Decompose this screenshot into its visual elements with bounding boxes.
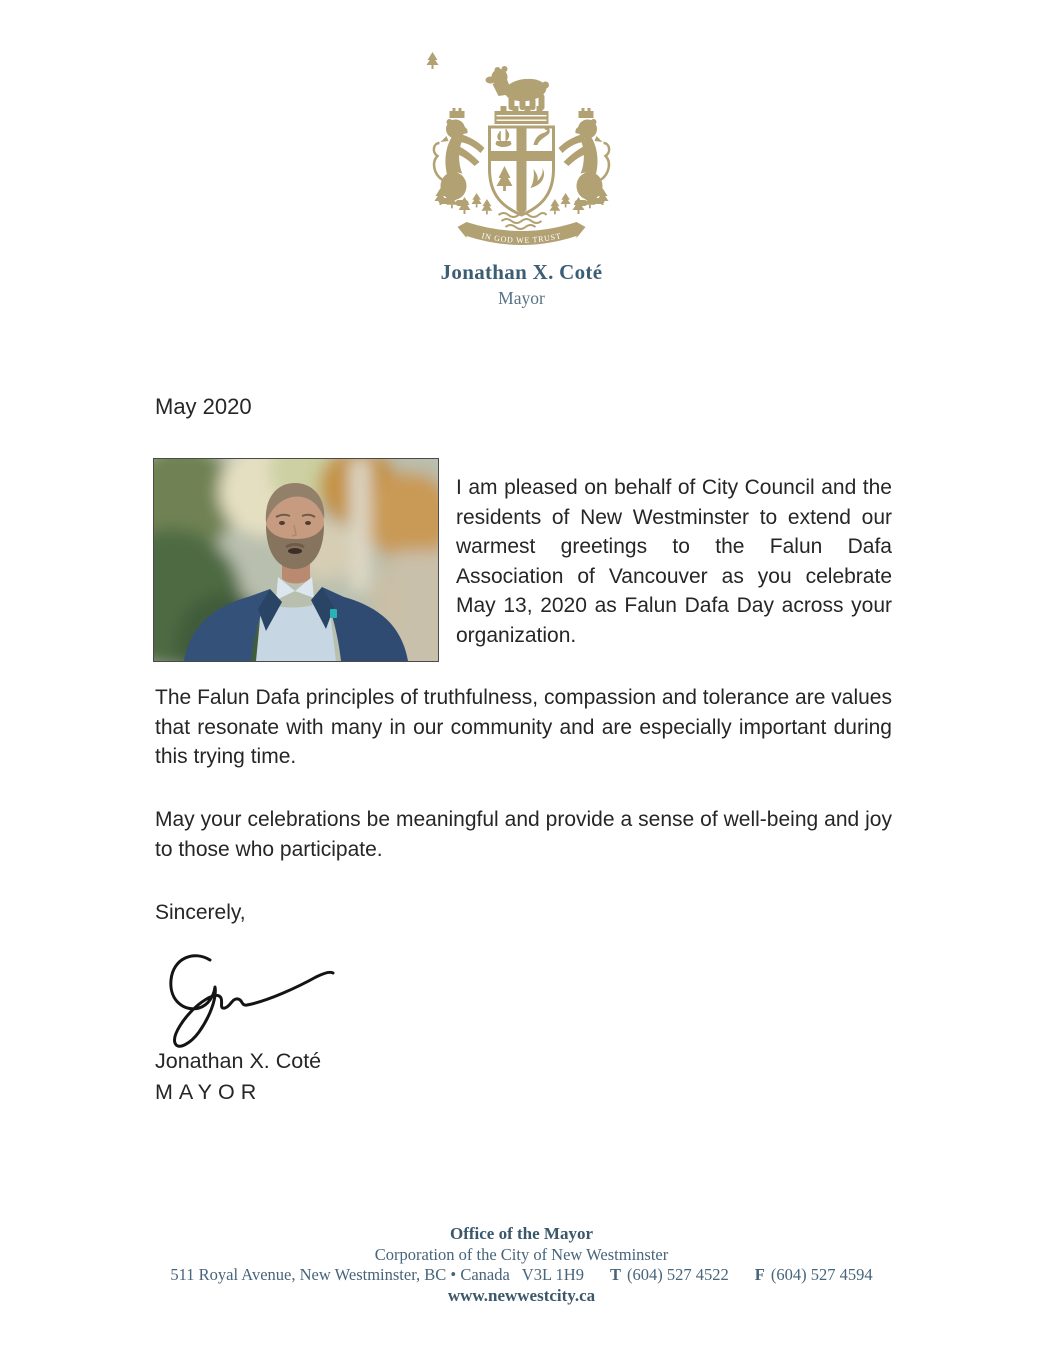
crest-motto: IN GOD WE TRUST (480, 231, 563, 245)
footer-fax: (604) 527 4594 (770, 1265, 873, 1284)
footer-phone: (604) 527 4522 (627, 1265, 729, 1284)
footer-fax-label: F (754, 1265, 765, 1284)
mayor-photo (153, 458, 439, 662)
bear-crest (486, 66, 550, 110)
letterhead-mayor-name: Jonathan X. Coté (440, 260, 603, 284)
letterhead-mayor-title: Mayor (498, 288, 545, 308)
footer-corporation: Corporation of the City of New Westminster (374, 1244, 669, 1264)
footer-office: Office of the Mayor (449, 1224, 594, 1243)
signature-block (155, 1046, 321, 1108)
shield (490, 126, 554, 215)
city-coat-of-arms-icon (424, 52, 619, 252)
motto-ribbon (458, 222, 586, 245)
footer-website: www.newwestcity.ca (447, 1285, 596, 1305)
letter-closing: Sincerely, (155, 901, 246, 924)
letter-paragraph-2: The Falun Dafa principles of truthfulness, compassion and tolerance are values that resonate with many in our community and are especially important during this trying time. (155, 686, 892, 768)
evergreen-tree (427, 52, 439, 69)
letter-paragraph-1: I am pleased on behalf of City Council and the residents of New Westminster to extend our warmest greetings to the Falun Dafa Association of Vancouver as you celebrate May 13, 2020 as Falun Dafa Day across your organization. (456, 476, 892, 647)
footer-contact-line (0, 1265, 1043, 1286)
letter-footer (0, 1224, 1043, 1306)
footer-postal-code: V3L 1H9 (521, 1265, 584, 1284)
signatory-title: MAYOR (155, 1080, 263, 1104)
letterhead (0, 52, 1043, 309)
letter-paragraph-3: May your celebrations be meaningful and provide a sense of well-being and joy to those who participate. (155, 808, 892, 861)
signatory-name: Jonathan X. Coté (155, 1049, 322, 1073)
mayor-signature (158, 940, 343, 1052)
lapel-pin (330, 609, 337, 618)
footer-phone-label: T (609, 1265, 621, 1284)
footer-address: 511 Royal Avenue, New Westminster, BC • Canada (170, 1265, 510, 1284)
letter-date: May 2020 (155, 394, 252, 419)
